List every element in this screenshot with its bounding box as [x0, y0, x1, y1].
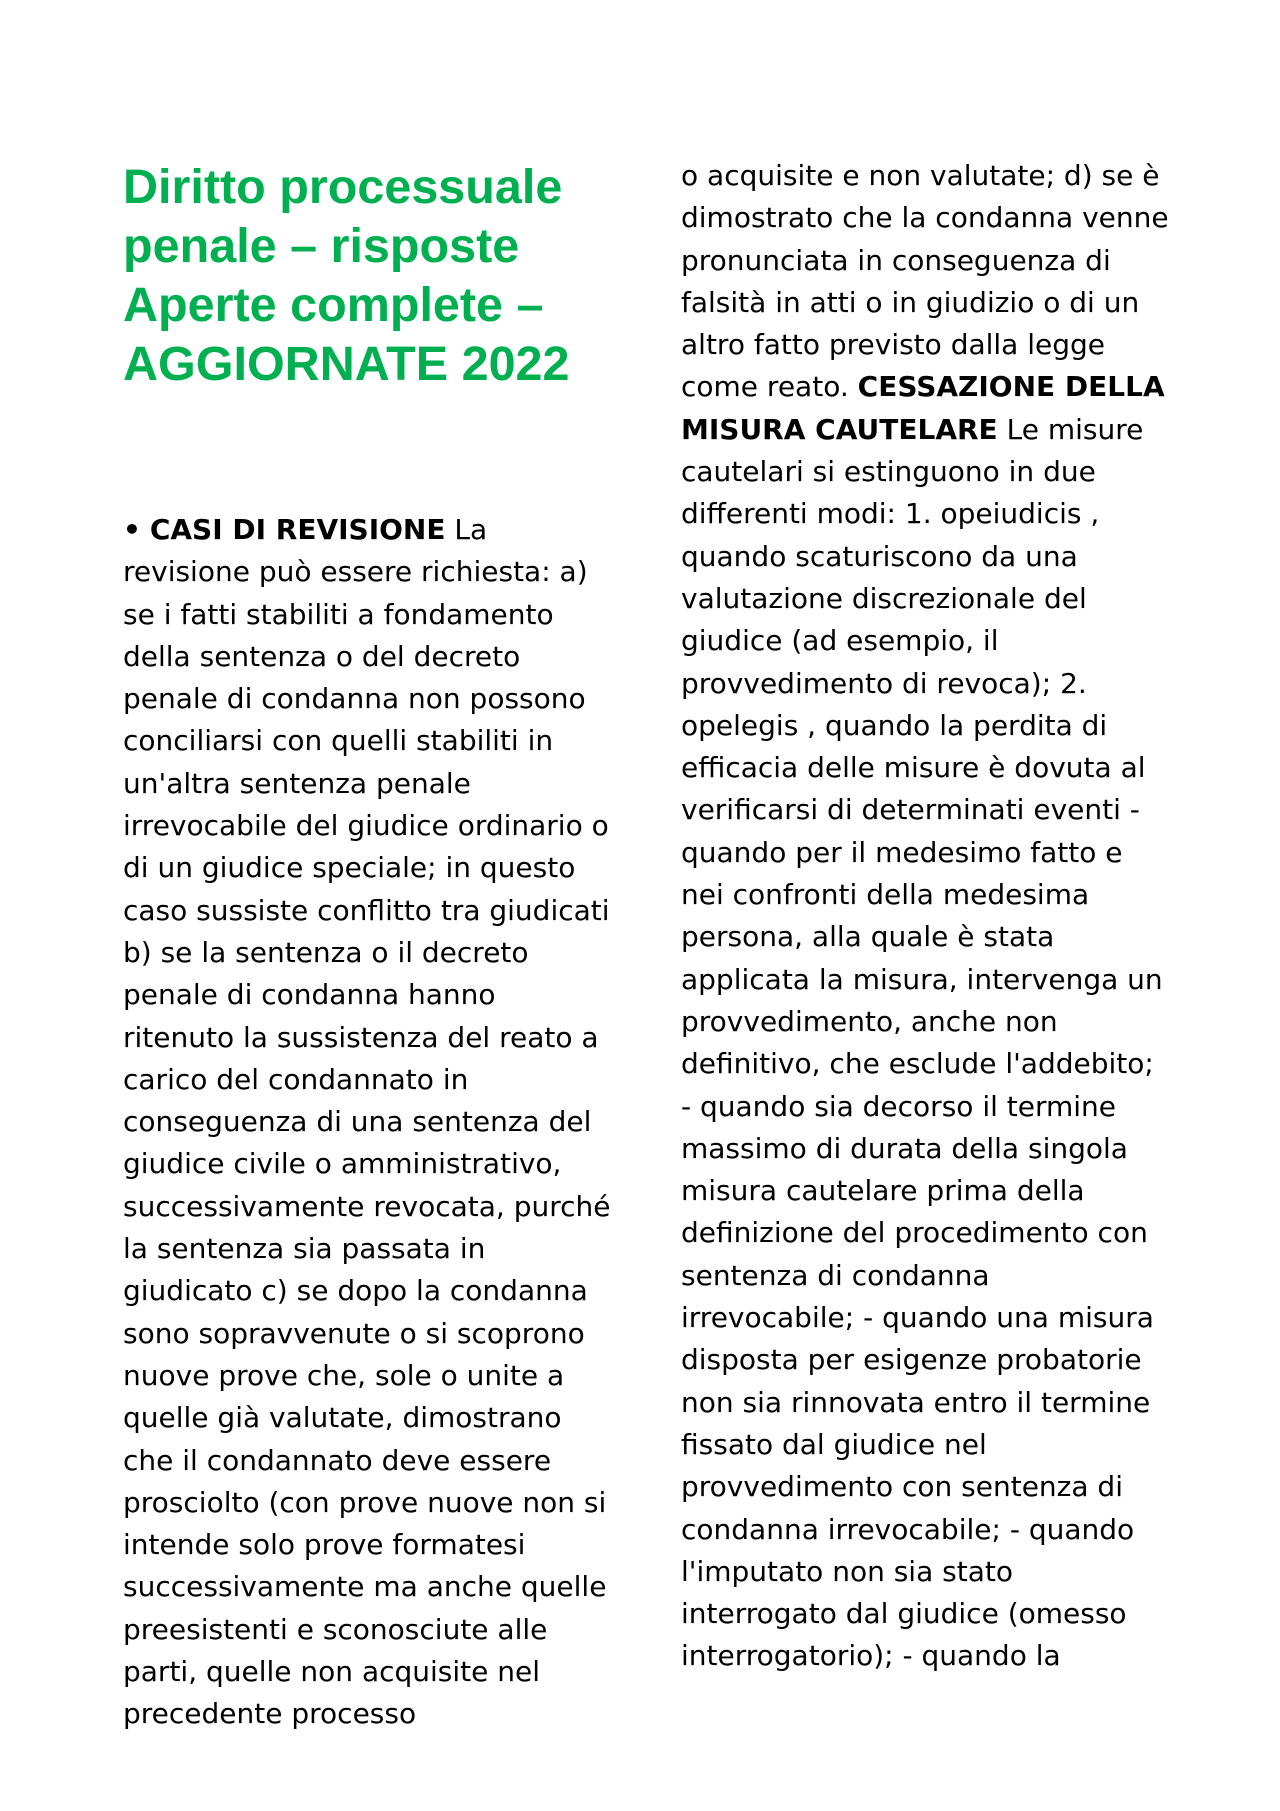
document-title: Diritto processuale penale – risposte Aperte complete – AGGIORNATE 2022	[123, 160, 570, 391]
continuation-paragraph	[681, 155, 1171, 1678]
revision-text: La revisione può essere richiesta: a) se i fatti stabiliti a fondamento della sentenza o del decreto penale di condanna non possono conciliarsi con quelli stabiliti in un'altra sentenza penale irrevocabile del giudice ordinario o di un giudice speciale; in questo caso sussiste conflitto tra giudicati b) se la sentenza o il decreto penale di condanna hanno ritenuto la sussistenza del reato a carico del condannato in conseguenza di una sentenza del giudice civile o amministrativo, successivamente revocata, purché la sentenza sia passata in giudicato c) se dopo la condanna sono sopravvenute o si scoprono nuove prove che, sole o unite a quelle già valutate, dimostrano che il condannato deve essere prosciolto (con prove nuove non si intende solo prove formatesi successivamente ma anche quelle preesistenti e sconosciute alle parti, quelle non acquisite nel precedente processo	[123, 513, 611, 1731]
bullet-icon: •	[123, 513, 141, 546]
right-column	[681, 155, 1171, 1678]
revision-paragraph	[123, 509, 611, 1736]
cessation-text: Le misure cautelari si estinguono in due differenti modi: 1. opeiudicis , quando scaturiscono da una valutazione discrezionale del giudice (ad esempio, il provvedimento di revoca); 2. opelegis , quando la perdita di efficacia delle misure è dovuta al verificarsi di determinati eventi - quando per il medesimo fatto e nei confronti della medesima persona, alla quale è stata applicata la misura, intervenga un provvedimento, anche non definitivo, che esclude l'addebito; - quando sia decorso il termine massimo di durata della singola misura cautelare prima della definizione del procedimento con sentenza di condanna irrevocabile; - quando una misura disposta per esigenze probatorie non sia rinnovata entro il termine fissato dal giudice nel provvedimento con sentenza di condanna irrevocabile; - quando l'imputato non sia stato interrogato dal giudice (omesso interrogatorio); - quando la	[681, 412, 1163, 1673]
left-column	[123, 158, 611, 1736]
continuation-text: o acquisite e non valutate; d) se è dimostrato che la condanna venne pronunciata in conseguenza di falsità in atti o in giudizio o di un altro fatto previsto dalla legge come reato.	[681, 159, 1169, 404]
title-spacer	[123, 394, 611, 509]
cessation-heading: CESSAZIONE DELLA MISURA CAUTELARE	[681, 370, 1165, 446]
revision-heading: CASI DI REVISIONE	[149, 513, 446, 546]
